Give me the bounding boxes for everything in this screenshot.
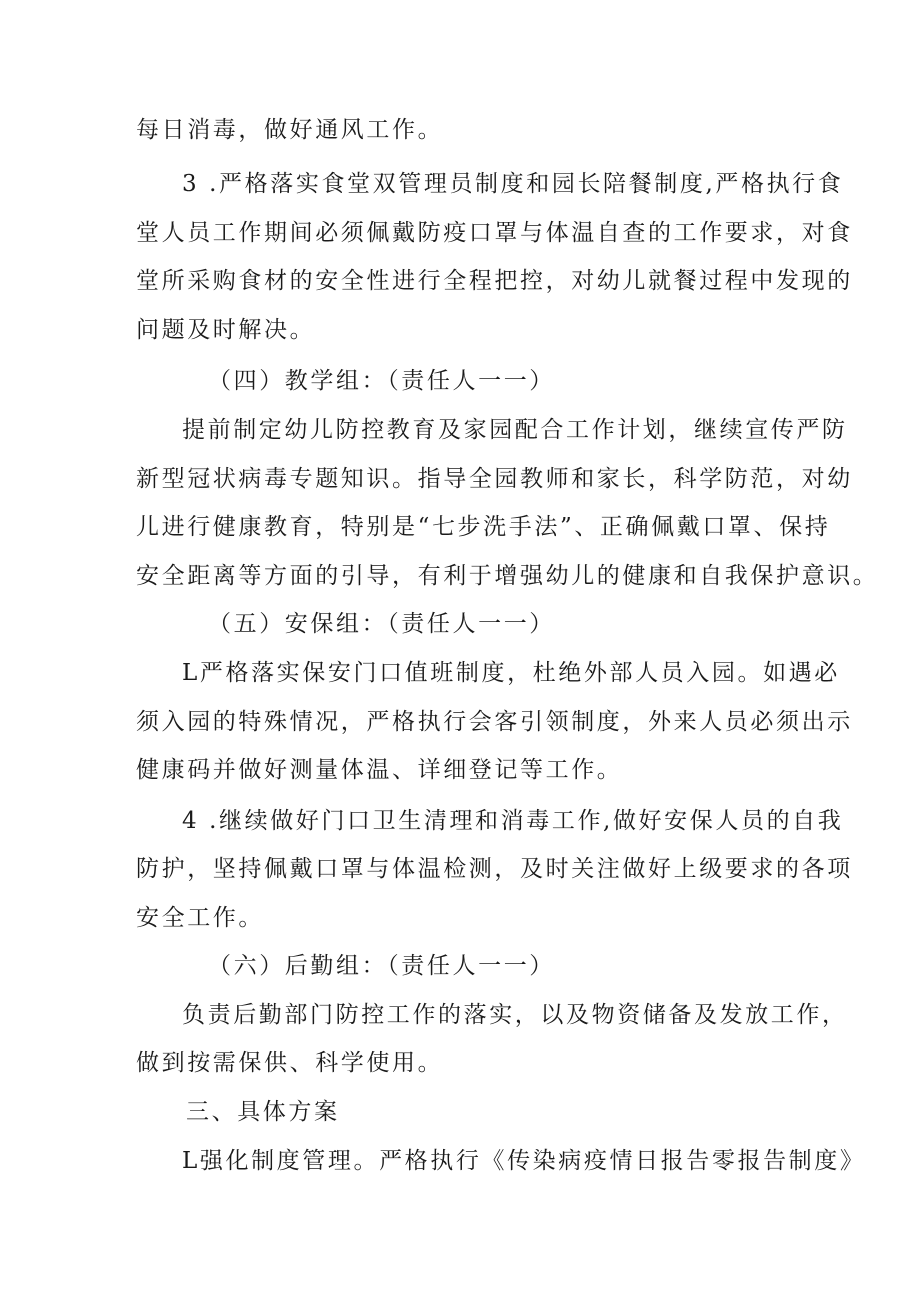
paragraph-line: 每日消毒，做好通风工作。: [136, 117, 444, 143]
paragraph-line: 4 .继续做好门口卫生清理和消毒工作,做好安保人员的自我: [182, 808, 844, 834]
section-heading: （四）教学组：（责任人一一）: [208, 368, 555, 394]
paragraph-line: 防护，坚持佩戴口罩与体温检测，及时关注做好上级要求的各项: [136, 856, 853, 882]
paragraph-line: 堂所采购食材的安全性进行全程把控，对幼儿就餐过程中发现的: [136, 268, 853, 294]
paragraph-line: 做到按需保供、科学使用。: [136, 1050, 444, 1076]
section-heading: （六）后勤组：（责任人一一）: [208, 953, 555, 979]
paragraph-line: 提前制定幼儿防控教育及家园配合工作计划，继续宣传严防: [182, 417, 848, 443]
paragraph-line: 新型冠状病毒专题知识。指导全园教师和家长，科学防范，对幼: [136, 466, 853, 492]
section-heading: （五）安保组：（责任人一一）: [208, 611, 555, 637]
paragraph-line: 堂人员工作期间必须佩戴防疫口罩与体温自查的工作要求，对食: [136, 220, 853, 246]
paragraph-line: 须入园的特殊情况，严格执行会客引领制度，外来人员必须出示: [136, 709, 853, 735]
paragraph-line: 问题及时解决。: [136, 317, 316, 343]
section-heading: 三、具体方案: [186, 1099, 340, 1125]
paragraph-line: 3 .严格落实食堂双管理员制度和园长陪餐制度,严格执行食: [182, 171, 844, 197]
paragraph-line: 安全工作。: [136, 905, 264, 931]
paragraph-line: 健康码并做好测量体温、详细登记等工作。: [136, 757, 623, 783]
paragraph-line: L强化制度管理。严格执行《传染病疫情日报告零报告制度》: [182, 1148, 866, 1174]
paragraph-line: 儿进行健康教育，特别是“七步洗手法”、正确佩戴口罩、保持: [136, 514, 831, 540]
paragraph-line: L严格落实保安门口值班制度，杜绝外部人员入园。如遇必: [182, 660, 840, 686]
paragraph-line: 安全距离等方面的引导，有利于增强幼儿的健康和自我保护意识。: [136, 563, 879, 589]
paragraph-line: 负责后勤部门防控工作的落实，以及物资储备及发放工作，: [182, 1002, 848, 1028]
